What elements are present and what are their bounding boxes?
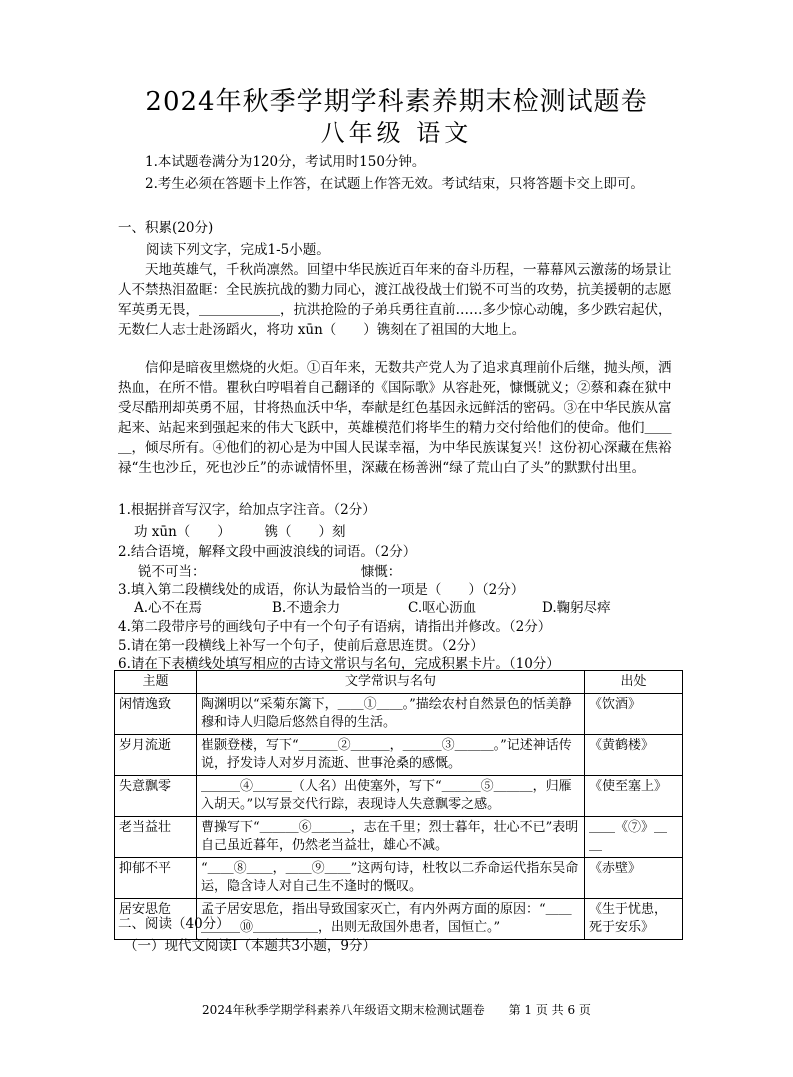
section2-subheading: （一）现代文阅读Ⅰ（本题共3小题，9分） bbox=[124, 938, 377, 954]
question-2-items: 锐不可当： 慷慨： bbox=[138, 564, 402, 580]
question-1: 1.根据拼音写汉字，给加点字注音。（2分） bbox=[118, 502, 376, 518]
option-b: B.不遗余力 bbox=[272, 600, 341, 616]
page-subtitle: 八年级 语文 bbox=[320, 119, 473, 147]
row-content: 曹操写下“＿＿＿⑥＿＿＿，志在千里；烈士暮年，壮心不已”表明自己虽近暮年，仍然老当益壮，雄心不减。 bbox=[197, 817, 585, 858]
table-row bbox=[115, 817, 683, 858]
row-source: 《饮酒》 bbox=[585, 694, 683, 735]
table-row bbox=[115, 735, 683, 776]
row-theme: 居安思危 bbox=[115, 899, 197, 940]
option-d: D.鞠躬尽瘁 bbox=[542, 600, 611, 616]
row-theme: 岁月流逝 bbox=[115, 735, 197, 776]
row-theme: 失意飘零 bbox=[115, 776, 197, 817]
note-1: 1.本试题卷满分为120分，考试用时150分钟。 bbox=[145, 154, 426, 170]
section1-heading: 一、积累(20分) bbox=[118, 220, 214, 236]
row-theme: 老当益壮 bbox=[115, 817, 197, 858]
row-content: 孟子居安思危，指出导致国家灭亡，有内外两方面的原因：“＿＿＿＿＿⑩＿＿＿＿＿，出则无敌国外患者，国恒亡。” bbox=[197, 899, 585, 940]
question-3: 3.填入第二段横线处的成语，你认为最恰当的一项是（ ）（2分） bbox=[118, 582, 525, 598]
row-source: 《赤壁》 bbox=[585, 858, 683, 899]
row-theme: 闲情逸致 bbox=[115, 694, 197, 735]
table-row bbox=[115, 858, 683, 899]
row-content: 陶渊明以“采菊东篱下，＿＿①＿＿。”描绘农村自然景色的恬美静穆和诗人归隐后悠然自得的生活。 bbox=[197, 694, 585, 735]
option-a: A.心不在焉 bbox=[134, 600, 203, 616]
row-source: 《黄鹤楼》 bbox=[585, 735, 683, 776]
page-footer: 2024年秋季学期学科素养八年级语文期末检测试题卷 第 1 页 共 6 页 bbox=[202, 1003, 591, 1017]
question-2: 2.结合语境，解释文段中画波浪线的词语。（2分） bbox=[118, 544, 417, 560]
question-1-items: 功 xūn（ ） 镌（ ）刻 bbox=[134, 524, 346, 540]
row-source: 《生于忧患，死于安乐》 bbox=[585, 899, 683, 940]
header-content: 文学常识与名句 bbox=[197, 671, 585, 694]
note-2: 2.考生必须在答题卡上作答，在试题上作答无效。考试结束，只将答题卡交上即可。 bbox=[145, 176, 644, 192]
table-row bbox=[115, 776, 683, 817]
passage-para-2: 信仰是暗夜里燃烧的火炬。①百年来，无数共产党人为了追求真理前仆后继，抛头颅，洒热血，在所不惜。瞿秋白哼唱着自己翻译的《国际歌》从容赴死，慷慨就义；②蔡和森在狱中受尽酷刑却英勇不屈，甘将热血沃中华，奉献是红色基因永远鲜活的密码。③在中华民族从富起来、站起来到强起来的伟大飞跃中，英雄模范们将毕生的精力交付给他们的使命。他们＿＿＿，倾尽所有。④他们的初心是为中国人民谋幸福，为中华民族谋复兴！这份初心深藏在焦裕禄“生也沙丘，死也沙丘”的赤诚情怀里，深藏在杨善洲“绿了荒山白了头”的默默付出里。 bbox=[118, 360, 672, 476]
page-title: 2024年秋季学期学科素养期末检测试题卷 bbox=[145, 87, 648, 117]
question-4: 4.第二段带序号的画线句子中有一个句子有语病，请指出并修改。（2分） bbox=[118, 619, 552, 635]
section1-intro: 阅读下列文字，完成1-5小题。 bbox=[146, 242, 330, 258]
table-row bbox=[115, 694, 683, 735]
row-content: “＿＿⑧＿＿，＿＿⑨＿＿”这两句诗，杜牧以二乔命运代指东吴命运，隐含诗人对自己生不逢时的慨叹。 bbox=[197, 858, 585, 899]
knowledge-card-table bbox=[114, 670, 683, 940]
header-theme: 主题 bbox=[115, 671, 197, 694]
passage-para-1: 天地英雄气，千秋尚凛然。回望中华民族近百年来的奋斗历程，一幕幕风云激荡的场景让人不禁热泪盈眶：全民族抗战的勠力同心，渡江战役战士们锐不可当的攻势，抗美援朝的志愿军英勇无畏，＿＿＿＿＿＿，抗洪抢险的子弟兵勇往直前……多少惊心动魄，多少跌宕起伏，无数仁人志士赴汤蹈火，将功 xūn（ ）镌刻在了祖国的大地上。 bbox=[118, 262, 672, 338]
header-source: 出处 bbox=[585, 671, 683, 694]
row-source: 《使至塞上》 bbox=[585, 776, 683, 817]
row-theme: 抑郁不平 bbox=[115, 858, 197, 899]
row-content: 崔颢登楼，写下“＿＿＿②＿＿＿，＿＿＿③＿＿＿。”记述神话传说，抒发诗人对岁月流逝、世事沧桑的感慨。 bbox=[197, 735, 585, 776]
table-header-row bbox=[115, 671, 683, 694]
row-source: ＿＿《⑦》＿＿ bbox=[585, 817, 683, 858]
option-c: C.呕心沥血 bbox=[408, 600, 477, 616]
question-6: 6.请在下表横线处填写相应的古诗文常识与名句，完成积累卡片。（10分） bbox=[118, 656, 560, 672]
row-content: ＿＿＿④＿＿＿（人名）出使塞外，写下“＿＿＿⑤＿＿＿，归雁入胡天。”以写景交代行踪，表现诗人失意飘零之感。 bbox=[197, 776, 585, 817]
section2-heading: 二、阅读（40分） bbox=[118, 916, 230, 932]
question-5: 5.请在第一段横线上补写一个句子，使前后意思连贯。（2分） bbox=[118, 638, 484, 654]
